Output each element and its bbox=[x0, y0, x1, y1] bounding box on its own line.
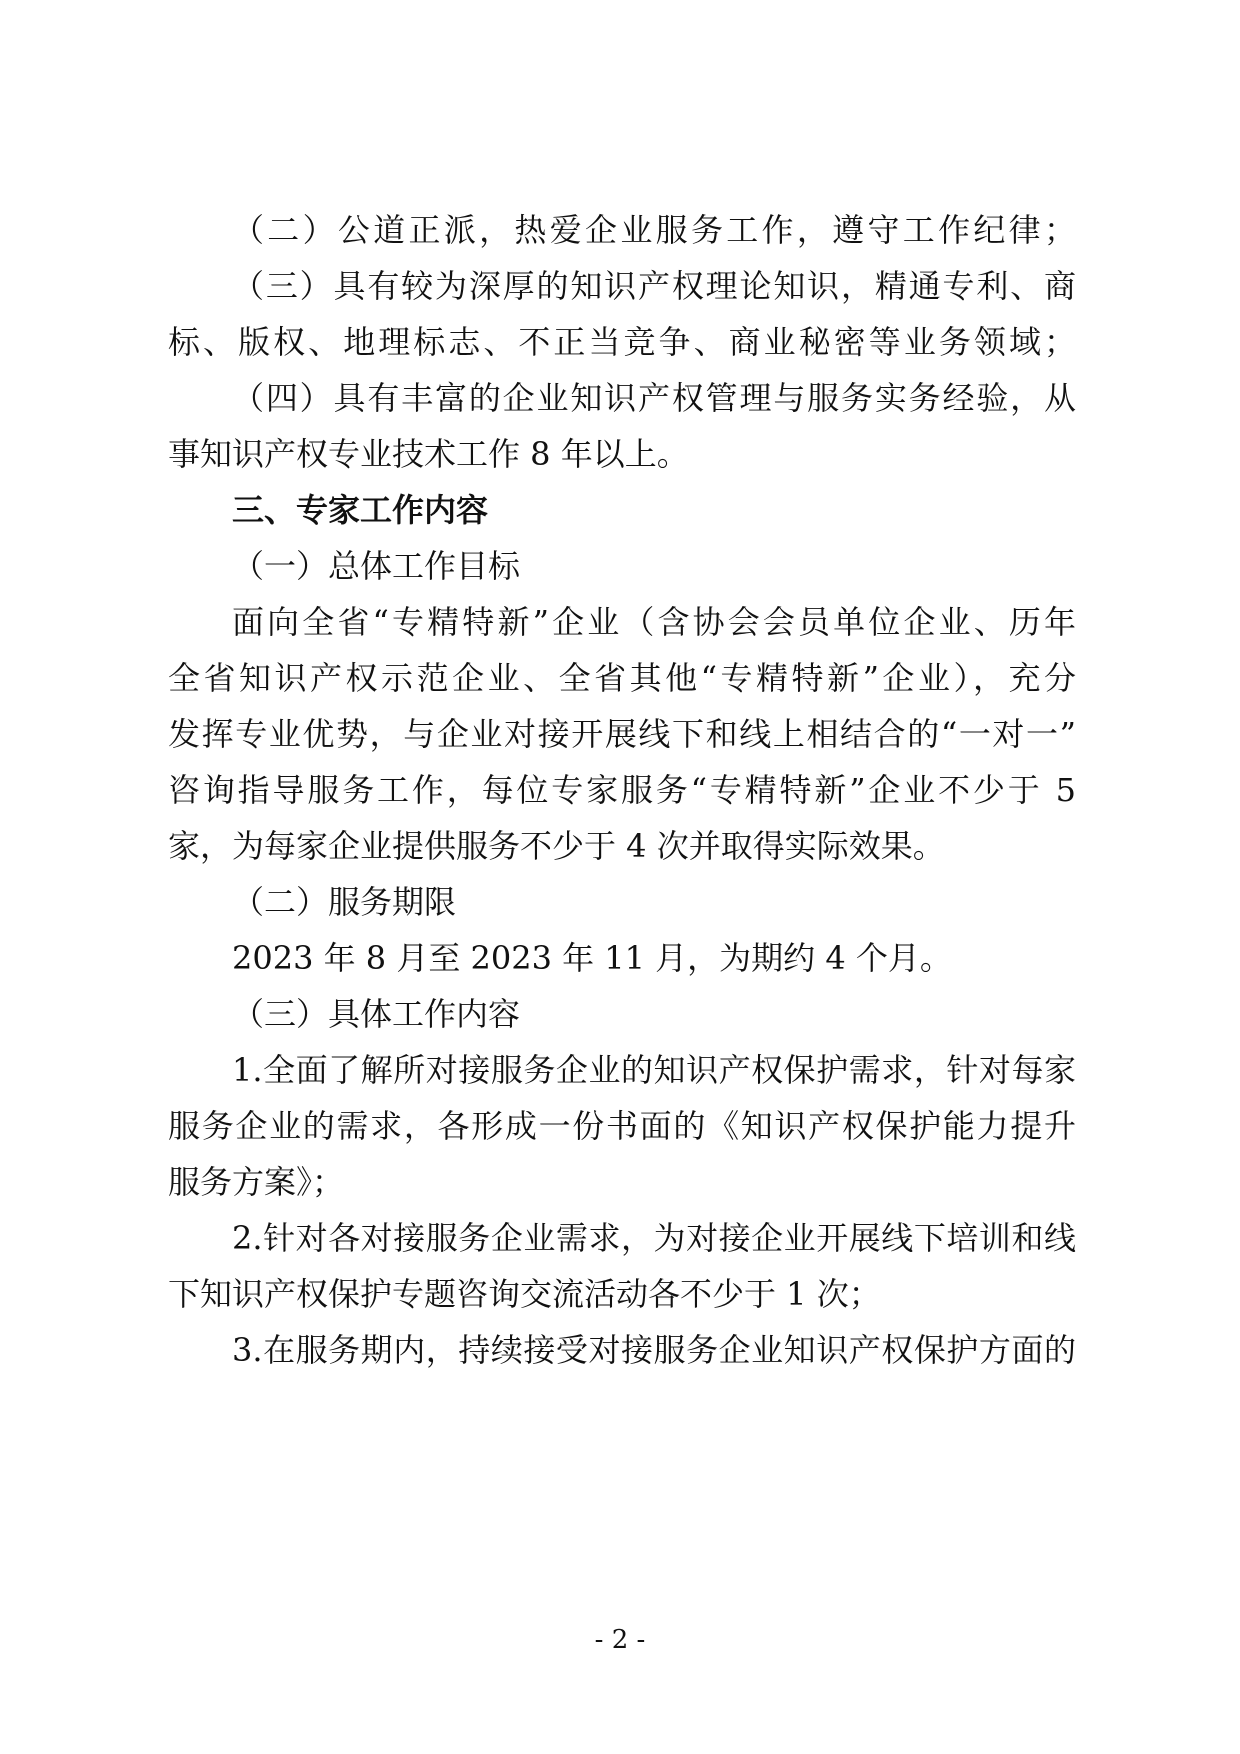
page-number: - 2 - bbox=[594, 1625, 646, 1655]
paragraph-line: 服务企业的需求，各形成一份书面的《知识产权保护能力提升 bbox=[168, 1107, 1076, 1145]
paragraph-line: 1.全面了解所对接服务企业的知识产权保护需求，针对每家 bbox=[232, 1051, 1076, 1089]
paragraph-line: 2.针对各对接服务企业需求，为对接企业开展线下培训和线 bbox=[232, 1219, 1076, 1257]
paragraph-line: 下知识产权保护专题咨询交流活动各不少于 1 次； bbox=[168, 1275, 881, 1313]
paragraph-line: 发挥专业优势，与企业对接开展线下和线上相结合的“一对一” bbox=[168, 715, 1076, 753]
paragraph-line: 服务方案》； bbox=[168, 1163, 345, 1201]
paragraph-line: （二）公道正派，热爱企业服务工作，遵守工作纪律； bbox=[232, 211, 1076, 249]
paragraph-line: 标、版权、地理标志、不正当竞争、商业秘密等业务领域； bbox=[168, 323, 1076, 361]
paragraph-line: 咨询指导服务工作，每位专家服务“专精特新”企业不少于 5 bbox=[168, 771, 1076, 809]
paragraph-line: 全省知识产权示范企业、全省其他“专精特新”企业），充分 bbox=[168, 659, 1076, 697]
paragraph-line: 家，为每家企业提供服务不少于 4 次并取得实际效果。 bbox=[168, 827, 945, 865]
subsection-heading: （三）具体工作内容 bbox=[232, 995, 521, 1033]
paragraph-line: （四）具有丰富的企业知识产权管理与服务实务经验，从 bbox=[232, 379, 1076, 417]
section-heading: 三、专家工作内容 bbox=[232, 491, 489, 529]
paragraph-line: 3.在服务期内，持续接受对接服务企业知识产权保护方面的 bbox=[232, 1331, 1076, 1369]
paragraph-line: 2023 年 8 月至 2023 年 11 月，为期约 4 个月。 bbox=[232, 939, 952, 977]
paragraph-line: （三）具有较为深厚的知识产权理论知识，精通专利、商 bbox=[232, 267, 1076, 305]
paragraph-line: 面向全省“专精特新”企业（含协会会员单位企业、历年 bbox=[232, 603, 1076, 641]
subsection-heading: （一）总体工作目标 bbox=[232, 547, 521, 585]
subsection-heading: （二）服务期限 bbox=[232, 883, 457, 921]
paragraph-line: 事知识产权专业技术工作 8 年以上。 bbox=[168, 435, 689, 473]
